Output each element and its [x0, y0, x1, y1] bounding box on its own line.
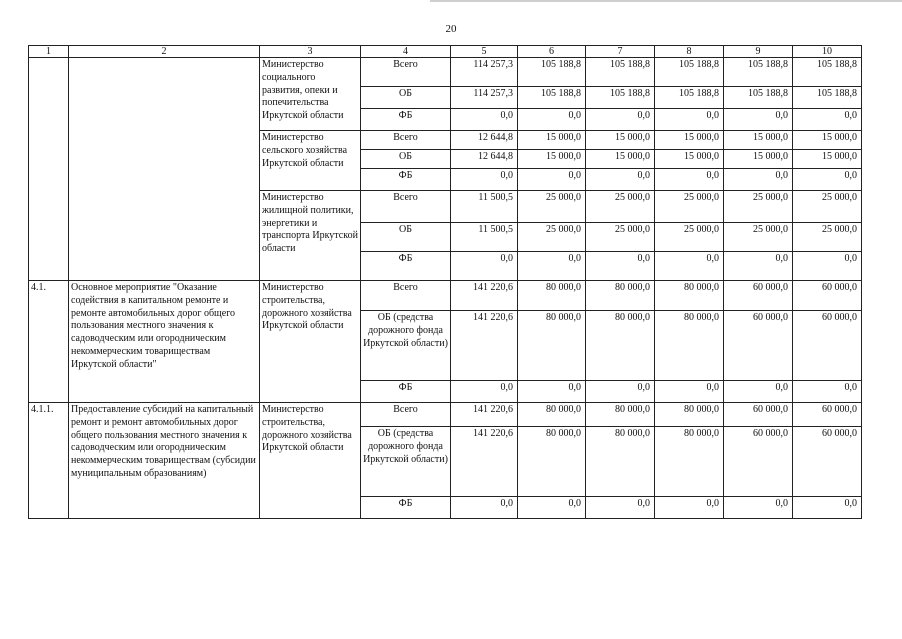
funding-source: ОБ (средства дорожного фонда Иркутской области): [361, 427, 451, 497]
amount-cell: 80 000,0: [655, 427, 724, 497]
amount-cell: 0,0: [518, 169, 586, 191]
funding-source: ОБ: [361, 223, 451, 252]
amount-cell: 105 188,8: [655, 87, 724, 109]
amount-cell: 60 000,0: [793, 311, 862, 381]
amount-cell: 15 000,0: [586, 131, 655, 150]
amount-cell: 0,0: [793, 109, 862, 131]
amount-cell: 105 188,8: [586, 87, 655, 109]
amount-cell: 105 188,8: [655, 58, 724, 87]
table-header-row: [29, 46, 862, 58]
amount-cell: 0,0: [724, 109, 793, 131]
amount-cell: 0,0: [724, 169, 793, 191]
column-number-header: 2: [69, 46, 260, 58]
funding-source: ФБ: [361, 381, 451, 403]
funding-source: Всего: [361, 191, 451, 223]
amount-cell: 12 644,8: [451, 150, 518, 169]
column-number-header: 7: [586, 46, 655, 58]
amount-cell: 0,0: [655, 497, 724, 519]
funding-source: Всего: [361, 58, 451, 87]
table-row: [29, 281, 862, 311]
amount-cell: 25 000,0: [586, 191, 655, 223]
funding-source: ОБ: [361, 150, 451, 169]
amount-cell: 25 000,0: [655, 191, 724, 223]
amount-cell: 105 188,8: [793, 87, 862, 109]
amount-cell: 80 000,0: [586, 311, 655, 381]
budget-table: [28, 45, 862, 519]
scan-edge: [430, 0, 902, 2]
amount-cell: 80 000,0: [518, 427, 586, 497]
amount-cell: 80 000,0: [586, 427, 655, 497]
amount-cell: 0,0: [724, 252, 793, 281]
amount-cell: 25 000,0: [793, 223, 862, 252]
amount-cell: 60 000,0: [724, 427, 793, 497]
amount-cell: 0,0: [586, 381, 655, 403]
amount-cell: 25 000,0: [518, 223, 586, 252]
amount-cell: 60 000,0: [724, 311, 793, 381]
amount-cell: 0,0: [793, 169, 862, 191]
amount-cell: 25 000,0: [793, 191, 862, 223]
amount-cell: 141 220,6: [451, 281, 518, 311]
amount-cell: 80 000,0: [655, 281, 724, 311]
amount-cell: 15 000,0: [793, 150, 862, 169]
amount-cell: 80 000,0: [518, 281, 586, 311]
amount-cell: 0,0: [724, 381, 793, 403]
column-number-header: 3: [260, 46, 361, 58]
amount-cell: 25 000,0: [586, 223, 655, 252]
amount-cell: 105 188,8: [724, 87, 793, 109]
executor-name: Министерство жилищной политики, энергетики и транспорта Иркутской области: [260, 191, 361, 281]
amount-cell: 141 220,6: [451, 311, 518, 381]
funding-source: ФБ: [361, 169, 451, 191]
table-row: [29, 58, 862, 87]
column-number-header: 6: [518, 46, 586, 58]
event-name: [69, 58, 260, 281]
executor-name: Министерство социального развития, опеки и попечительства Иркутской области: [260, 58, 361, 131]
funding-source: Всего: [361, 403, 451, 427]
amount-cell: 25 000,0: [518, 191, 586, 223]
column-number-header: 4: [361, 46, 451, 58]
item-code: [29, 58, 69, 281]
amount-cell: 80 000,0: [655, 403, 724, 427]
amount-cell: 114 257,3: [451, 58, 518, 87]
amount-cell: 15 000,0: [518, 131, 586, 150]
amount-cell: 15 000,0: [586, 150, 655, 169]
amount-cell: 0,0: [655, 381, 724, 403]
amount-cell: 114 257,3: [451, 87, 518, 109]
amount-cell: 0,0: [518, 497, 586, 519]
amount-cell: 105 188,8: [518, 87, 586, 109]
amount-cell: 25 000,0: [724, 223, 793, 252]
amount-cell: 60 000,0: [793, 427, 862, 497]
amount-cell: 0,0: [586, 169, 655, 191]
funding-source: ФБ: [361, 252, 451, 281]
executor-name: Министерство строительства, дорожного хозяйства Иркутской области: [260, 403, 361, 519]
amount-cell: 60 000,0: [724, 403, 793, 427]
amount-cell: 0,0: [655, 169, 724, 191]
amount-cell: 0,0: [793, 381, 862, 403]
amount-cell: 0,0: [451, 109, 518, 131]
amount-cell: 0,0: [451, 497, 518, 519]
column-number-header: 5: [451, 46, 518, 58]
funding-source: ФБ: [361, 109, 451, 131]
event-name: Предоставление субсидий на капитальный ремонт и ремонт автомобильных дорог общего пользования местного значения к садоводческим или огородническим некоммерческим товариществам (субсидии муниципальным образованиям): [69, 403, 260, 519]
amount-cell: 15 000,0: [724, 150, 793, 169]
amount-cell: 15 000,0: [655, 131, 724, 150]
amount-cell: 15 000,0: [793, 131, 862, 150]
amount-cell: 80 000,0: [518, 311, 586, 381]
amount-cell: 0,0: [586, 109, 655, 131]
page-number: 20: [445, 23, 457, 35]
amount-cell: 60 000,0: [724, 281, 793, 311]
funding-source: Всего: [361, 131, 451, 150]
amount-cell: 0,0: [451, 252, 518, 281]
item-code: 4.1.: [29, 281, 69, 403]
amount-cell: 60 000,0: [793, 403, 862, 427]
amount-cell: 105 188,8: [793, 58, 862, 87]
column-number-header: 8: [655, 46, 724, 58]
amount-cell: 0,0: [518, 381, 586, 403]
amount-cell: 0,0: [655, 252, 724, 281]
amount-cell: 25 000,0: [724, 191, 793, 223]
column-number-header: 9: [724, 46, 793, 58]
column-number-header: 1: [29, 46, 69, 58]
amount-cell: 80 000,0: [586, 403, 655, 427]
table-row: [29, 403, 862, 427]
funding-source: ФБ: [361, 497, 451, 519]
amount-cell: 0,0: [586, 497, 655, 519]
amount-cell: 12 644,8: [451, 131, 518, 150]
amount-cell: 105 188,8: [518, 58, 586, 87]
amount-cell: 0,0: [655, 109, 724, 131]
amount-cell: 0,0: [451, 169, 518, 191]
amount-cell: 60 000,0: [793, 281, 862, 311]
event-name: Основное мероприятие "Оказание содействия в капитальном ремонте и ремонте автомобильных дорог общего пользования местного значения к садоводческим или огородническим некоммерческим товариществам Иркутской области": [69, 281, 260, 403]
amount-cell: 0,0: [793, 252, 862, 281]
amount-cell: 15 000,0: [655, 150, 724, 169]
amount-cell: 0,0: [451, 381, 518, 403]
amount-cell: 25 000,0: [655, 223, 724, 252]
amount-cell: 15 000,0: [518, 150, 586, 169]
amount-cell: 80 000,0: [655, 311, 724, 381]
amount-cell: 105 188,8: [724, 58, 793, 87]
item-code: 4.1.1.: [29, 403, 69, 519]
amount-cell: 0,0: [518, 252, 586, 281]
funding-source: Всего: [361, 281, 451, 311]
funding-source: ОБ (средства дорожного фонда Иркутской области): [361, 311, 451, 381]
amount-cell: 11 500,5: [451, 191, 518, 223]
executor-name: Министерство строительства, дорожного хозяйства Иркутской области: [260, 281, 361, 403]
amount-cell: 141 220,6: [451, 427, 518, 497]
column-number-header: 10: [793, 46, 862, 58]
amount-cell: 141 220,6: [451, 403, 518, 427]
amount-cell: 0,0: [586, 252, 655, 281]
amount-cell: 15 000,0: [724, 131, 793, 150]
funding-source: ОБ: [361, 87, 451, 109]
amount-cell: 11 500,5: [451, 223, 518, 252]
amount-cell: 80 000,0: [518, 403, 586, 427]
amount-cell: 80 000,0: [586, 281, 655, 311]
amount-cell: 105 188,8: [586, 58, 655, 87]
amount-cell: 0,0: [724, 497, 793, 519]
amount-cell: 0,0: [518, 109, 586, 131]
amount-cell: 0,0: [793, 497, 862, 519]
executor-name: Министерство сельского хозяйства Иркутской области: [260, 131, 361, 191]
